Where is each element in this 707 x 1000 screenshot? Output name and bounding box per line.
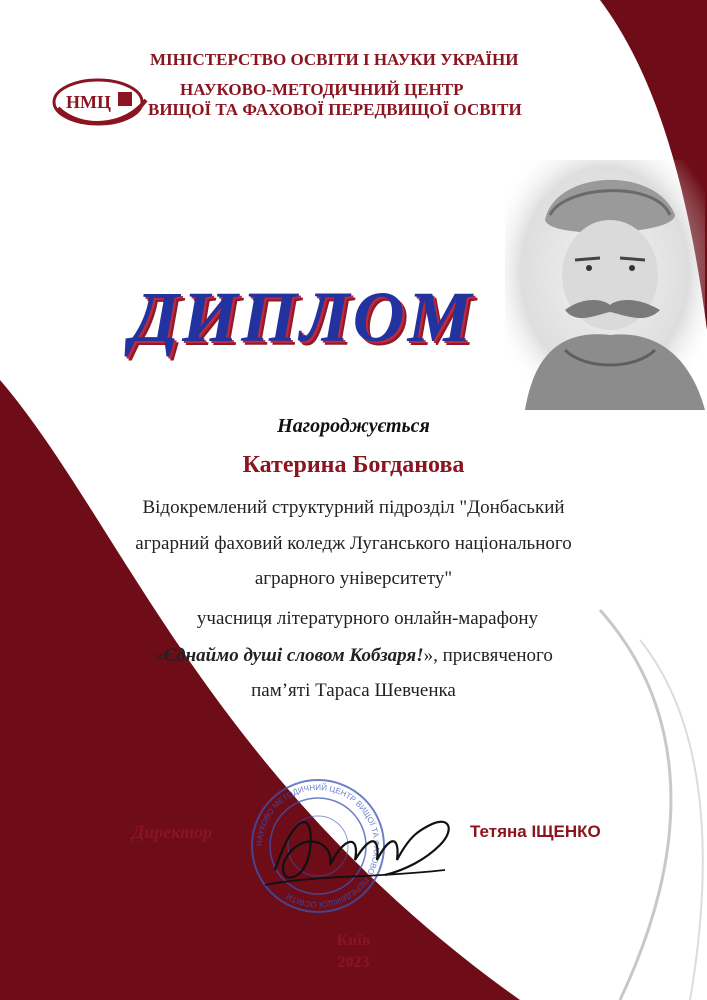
body-line-5 [0, 645, 707, 667]
issue-city: Київ [336, 932, 371, 949]
diploma-title: ДИПЛОМ [130, 277, 475, 357]
event-name: Єднаймо душі словом Кобзаря! [163, 645, 424, 666]
body-line-5-rest: », присвяченого [423, 645, 553, 666]
award-label: Нагороджується [277, 415, 430, 437]
body-line-6: пам’яті Тараса Шевченка [251, 680, 456, 701]
recipient-name: Катерина Богданова [242, 452, 465, 478]
issue-year: 2023 [337, 954, 370, 971]
director-signature [255, 790, 465, 900]
body-line-1: Відокремлений структурний підрозділ "Донбаський [142, 497, 565, 518]
center-name-line2: ВИЩОЇ ТА ФАХОВОЇ ПЕРЕДВИЩОЇ ОСВІТИ [148, 100, 522, 119]
center-name-line1: НАУКОВО-МЕТОДИЧНИЙ ЦЕНТР [180, 80, 464, 99]
shevchenko-portrait [505, 160, 705, 410]
svg-text:НМЦ: НМЦ [66, 92, 111, 112]
body-line-4: учасниця літературного онлайн-марафону [196, 608, 539, 629]
signatory-name: Тетяна ІЩЕНКО [470, 822, 601, 841]
body-line-2: аграрний фаховий коледж Луганського національного [135, 533, 572, 554]
body-line-3: аграрного університету" [254, 568, 453, 589]
signatory-role: Директор [132, 822, 212, 842]
nmc-logo [50, 70, 150, 130]
svg-text:НАУКОВО МЕТОДИЧНИЙ ЦЕНТР ВИЩОЇ: НАУКОВО МЕТОДИЧНИЙ ЦЕНТР ВИЩОЇ ТА ФАХОВОЇ ПЕРЕДВИЩОЇ ОСВІТИ [254, 782, 382, 910]
ministry-name: МІНІСТЕРСТВО ОСВІТИ І НАУКИ УКРАЇНИ [150, 50, 519, 69]
quote-open: « [154, 645, 164, 666]
